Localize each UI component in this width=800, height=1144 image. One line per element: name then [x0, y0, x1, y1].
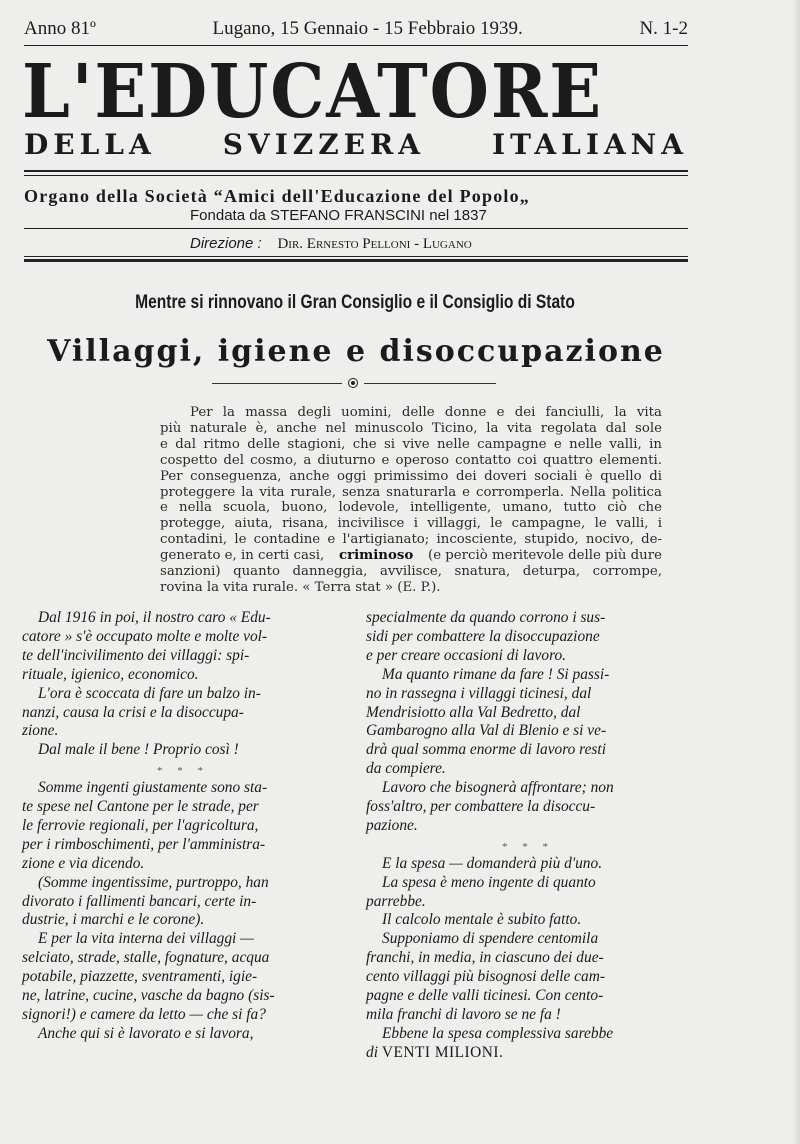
intro-word: intelligente,: [410, 500, 492, 516]
intro-word: delle: [247, 436, 281, 452]
column-line: Anche qui si è lavorato e si lavora,: [38, 1024, 254, 1042]
intro-line-part: generato e, in certi casi,: [160, 548, 325, 564]
intro-word: conseguenza,: [190, 468, 282, 484]
column-line: drà qual somma enorme di lavoro resti: [366, 741, 606, 759]
article-headline: Villaggi, igiene e disoccupazione: [47, 334, 665, 369]
intro-line-mixed: [160, 548, 662, 564]
intro-word: la: [241, 484, 254, 500]
intro-word: incosciente,: [436, 532, 518, 548]
intro-line: [160, 532, 662, 548]
column-line: Somme ingenti giustamente sono sta-: [38, 779, 268, 797]
intro-word: quattro: [542, 452, 594, 468]
intro-line: [160, 421, 662, 437]
column-line: zione.: [22, 722, 59, 740]
intro-word: aiuta,: [234, 516, 273, 532]
column-line: La spesa è meno ingente di quanto: [382, 873, 596, 891]
intro-word: naturale: [190, 420, 247, 436]
intro-word: anche: [289, 468, 330, 484]
intro-word: corromperla.: [476, 484, 564, 500]
column-line: selciato, strade, stalle, fognature, acqua: [22, 949, 270, 967]
intro-word: stupido,: [524, 532, 579, 548]
column-line: mila franchi di lavoro se ne fa !: [366, 1006, 561, 1024]
intro-word: danneggia,: [292, 564, 368, 580]
intro-word: regolata: [540, 420, 597, 436]
intro-word: di: [649, 468, 662, 484]
place-and-date: Lugano, 15 Gennaio - 15 Febbraio 1939.: [212, 18, 523, 39]
intro-word: più: [160, 420, 182, 436]
subtitle-word-3: ITALIANA: [492, 128, 688, 161]
intro-word: i: [657, 516, 662, 532]
intro-paragraph: [160, 405, 662, 596]
intro-word: rurale,: [290, 484, 336, 500]
intro-word: dal: [175, 436, 196, 452]
left-column: [22, 609, 344, 1044]
intro-word: tutto: [563, 500, 597, 516]
intro-word: dei: [514, 405, 536, 420]
column-line: L'ora è scoccata di fare un balzo in-: [38, 684, 261, 702]
intro-word: massa: [245, 405, 288, 420]
intro-line: [160, 405, 662, 421]
intro-word: valli,: [609, 436, 642, 452]
intro-line: [160, 437, 662, 453]
intro-word: quanto: [233, 564, 281, 580]
intro-word: fanciulli,: [545, 405, 605, 420]
intro-word: umano,: [502, 500, 553, 516]
column-line: rituale, igienico, economico.: [22, 665, 199, 683]
rule-bottom-b: [24, 259, 688, 262]
ornament-divider: [212, 376, 496, 390]
column-line: Ma quanto rimane da fare ! Si passi-: [382, 665, 610, 683]
intro-word: vita: [507, 420, 533, 436]
intro-word: e: [160, 500, 168, 516]
founded-line: Fondata da STEFANO FRANSCINI nel 1837: [190, 207, 487, 224]
intro-word: campagne: [477, 436, 547, 452]
intro-word: contadine: [253, 532, 321, 548]
column-line: signori!) e camere da letto — che si fa?: [22, 1006, 266, 1024]
intro-line: [160, 453, 662, 469]
intro-word: nel: [325, 420, 347, 436]
intro-word: lodevole,: [338, 500, 399, 516]
intro-word: Per: [190, 405, 213, 420]
intro-word: Ticino,: [431, 420, 478, 436]
intro-word: doveri: [484, 468, 527, 484]
column-line: dustrie, i marchi e le corone).: [22, 911, 205, 929]
column-line: Dal male il bene ! Proprio così !: [38, 741, 239, 759]
article-kicker: Mentre si rinnovano il Gran Consiglio e il Consiglio di Stato: [135, 292, 575, 313]
intro-word: cospetto: [160, 452, 218, 468]
direction-label: Direzione :: [190, 235, 262, 252]
organ-line: Organo della Società “Amici dell'Educazione del Popolo„: [24, 186, 530, 206]
column-line: Mendrisiotto alla Val Bedretto, dal: [366, 703, 581, 721]
intro-word: vita: [259, 484, 285, 500]
intro-word: snaturarla: [386, 484, 457, 500]
intro-word: i: [413, 516, 418, 532]
intro-word: e: [381, 452, 390, 468]
intro-word: buono,: [281, 500, 328, 516]
column-line: nanzi, causa la crisi e la disoccupa-: [22, 703, 244, 721]
intro-word: nella: [179, 500, 212, 516]
intro-word: corrompe,: [592, 564, 662, 580]
intro-word: le: [594, 516, 607, 532]
intro-line: [160, 500, 662, 516]
intro-word: Nella: [569, 484, 606, 500]
page-edge-shadow: [792, 0, 800, 1144]
intro-word: in: [649, 436, 662, 452]
column-line: Il calcolo mentale è subito fatto.: [382, 911, 582, 929]
intro-line: [160, 469, 662, 485]
intro-word: stagioni,: [287, 436, 346, 452]
column-line: Lavoro che bisognerà affrontare; non: [382, 779, 614, 797]
column-line: te dell'incivilimento dei villaggi: spi-: [22, 646, 250, 664]
column-line: E la spesa — domanderà più d'uno.: [382, 854, 603, 872]
intro-word: a: [303, 452, 312, 468]
intro-word: quello: [600, 468, 642, 484]
column-line: per i rimboschimenti, per l'amministra-: [22, 835, 266, 853]
intro-word: e: [496, 405, 505, 420]
intro-line: [160, 564, 662, 580]
intro-word: valli,: [616, 516, 649, 532]
ornament-line-left: [212, 383, 342, 384]
intro-word: minuscolo: [354, 420, 424, 436]
column-line: divorato i fallimenti bancari, certe in-: [22, 892, 257, 910]
intro-word: delle: [401, 405, 435, 420]
intro-word: uomini,: [341, 405, 392, 420]
intro-word: campagne,: [511, 516, 586, 532]
column-line: Gambarogno alla Val di Blenio e si ve-: [366, 722, 607, 740]
column-line: foss'altro, per combattere la disoccu-: [366, 798, 596, 816]
intro-word: nocivo,: [585, 532, 634, 548]
rule-mid: [24, 228, 688, 229]
intro-word: la: [222, 405, 235, 420]
intro-word: sanzioni): [160, 564, 221, 580]
section-stars: * * *: [157, 765, 209, 778]
column-line: te spese nel Cantone per le strade, per: [22, 798, 259, 816]
intro-word: cosmo,: [250, 452, 298, 468]
column-line: e per creare occasioni di lavoro.: [366, 646, 567, 664]
intro-word: che: [638, 500, 662, 516]
column-line: pagne e delle valli ticinesi. Con cento-: [366, 987, 604, 1005]
intro-word: snatura,: [454, 564, 511, 580]
intro-word: ciò: [607, 500, 627, 516]
intro-word: oggi: [337, 468, 367, 484]
intro-line: [160, 485, 662, 501]
column-line: (Somme ingentissime, purtroppo, han: [38, 873, 269, 891]
intro-bold-word: criminoso: [339, 548, 414, 564]
section-stars: * * *: [502, 840, 554, 853]
issue-year: Anno 81º: [24, 18, 96, 39]
newspaper-title: L'EDUCATORE: [22, 49, 603, 135]
subtitle-word-1: DELLA: [24, 128, 156, 161]
intro-word: e: [462, 484, 471, 500]
intro-word: e: [160, 436, 168, 452]
intro-word: risana,: [282, 516, 329, 532]
intro-word: l'artigianato;: [342, 532, 430, 548]
intro-word: de-: [641, 532, 662, 548]
intro-word: deturpa,: [522, 564, 581, 580]
column-line: sidi per combattere la disoccupazione: [366, 627, 600, 645]
rule-bottom-a: [24, 256, 688, 257]
intro-word: vita: [636, 405, 662, 420]
column-line: specialmente da quando corrono i sus-: [366, 609, 606, 626]
newspaper-subtitle: [24, 128, 688, 161]
column-line: Dal 1916 in poi, il nostro caro « Edu-: [38, 609, 271, 626]
intro-word: nelle: [569, 436, 602, 452]
direction-line: [190, 235, 472, 253]
intro-word: degli: [297, 405, 331, 420]
column-line: potabile, piazzette, sventramenti, igie-: [22, 968, 258, 986]
intro-word: e: [327, 532, 336, 548]
intro-word: è,: [255, 420, 268, 436]
column-line: le ferrovie regionali, per l'agricoltura,: [22, 816, 259, 834]
intro-word: contatto: [455, 452, 512, 468]
intro-word: proteggere: [160, 484, 236, 500]
intro-word: diuturno: [317, 452, 376, 468]
intro-line-part: (e perciò meritevole delle più dure: [428, 548, 662, 564]
issue-number: N. 1-2: [639, 18, 688, 39]
intro-word: incivilisce: [337, 516, 405, 532]
column-line: Supponiamo di spendere centomila: [382, 930, 599, 948]
intro-word: anche: [276, 420, 317, 436]
intro-word: le: [234, 532, 247, 548]
column-line: E per la vita interna dei villaggi —: [38, 930, 254, 948]
intro-word: Per: [160, 468, 183, 484]
intro-word: ritmo: [203, 436, 240, 452]
rule-top: [24, 45, 688, 46]
column-line: no in rassegna i villaggi ticinesi, dal: [366, 684, 592, 702]
column-line: zione e via dicendo.: [22, 854, 145, 872]
intro-word: si: [383, 436, 396, 452]
column-line: Ebbene la spesa complessiva sarebbe: [382, 1024, 614, 1042]
intro-word: è: [584, 468, 593, 484]
column-line: cento villaggi più bisognosi delle cam-: [366, 968, 605, 986]
intro-word: sociali: [534, 468, 578, 484]
intro-word: contadini,: [160, 532, 228, 548]
right-column: [366, 609, 690, 1063]
intro-word: del: [223, 452, 245, 468]
column-line: da compiere.: [366, 760, 446, 778]
column-line: parrebbe.: [366, 892, 426, 910]
rule-double-b: [24, 175, 688, 176]
intro-word: politica: [611, 484, 662, 500]
total-amount: VENTI MILIONI.: [381, 1043, 504, 1061]
intro-word: avvilisce,: [379, 564, 443, 580]
intro-word: nelle: [436, 436, 470, 452]
intro-word: elementi.: [599, 452, 662, 468]
column-line: franchi, in media, in ciascuno dei due-: [366, 949, 604, 967]
direction-value: Dir. Ernesto Pelloni - Lugano: [277, 236, 472, 252]
ornament-dot-icon: [348, 378, 358, 388]
subtitle-word-2: SVIZZERA: [222, 128, 426, 161]
intro-word: donne: [444, 405, 487, 420]
intro-word: e: [553, 436, 562, 452]
intro-word: la: [614, 405, 627, 420]
ornament-line-right: [364, 383, 496, 384]
intro-word: protegge,: [160, 516, 226, 532]
intro-word: dei: [455, 468, 477, 484]
column-line: pazione.: [366, 816, 418, 834]
intro-word: sole: [635, 420, 662, 436]
intro-word: coi: [517, 452, 537, 468]
intro-word: primissimo: [373, 468, 449, 484]
rule-double-a: [24, 170, 688, 172]
column-line: catore » s'è occupato molte e molte vol-: [22, 627, 268, 645]
intro-line: [160, 516, 662, 532]
column-line-part: di: [366, 1043, 378, 1061]
intro-word: scuola,: [223, 500, 271, 516]
intro-word: senza: [341, 484, 381, 500]
intro-line: rovina la vita rurale. « Terra stat » (E. P.).: [160, 579, 441, 595]
intro-word: villaggi,: [427, 516, 481, 532]
column-line-final: [366, 1044, 690, 1063]
intro-word: operoso: [395, 452, 450, 468]
intro-word: vive: [402, 436, 430, 452]
masthead-top-line: [24, 18, 688, 40]
column-line: ne, latrine, cucine, vasche da bagno (sis-: [22, 987, 275, 1005]
intro-word: la: [486, 420, 499, 436]
intro-word: dal: [605, 420, 627, 436]
intro-word: che: [352, 436, 377, 452]
intro-word: le: [490, 516, 503, 532]
